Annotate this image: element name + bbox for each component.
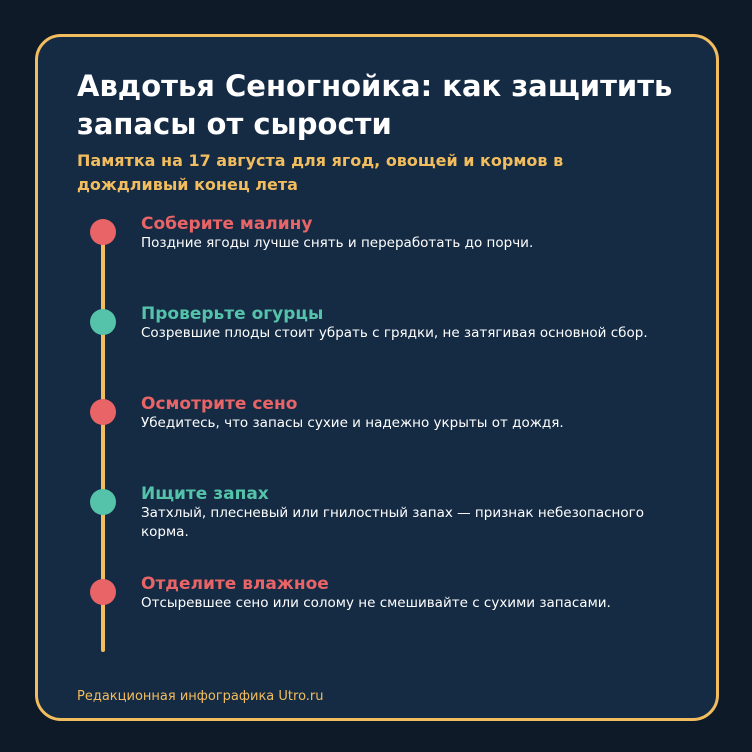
timeline-dot xyxy=(90,489,116,515)
page-title: Авдотья Сеногнойка: как защитить запасы от сырости xyxy=(77,69,673,141)
step-title: Ищите запах xyxy=(141,484,269,504)
step-title: Отделите влажное xyxy=(141,574,329,594)
timeline-dot xyxy=(90,579,116,605)
step-title: Осмотрите сено xyxy=(141,394,298,414)
infographic-card xyxy=(35,34,719,721)
page-subtitle: Памятка на 17 августа для ягод, овощей и кормов в дождливый конец лета xyxy=(77,151,564,194)
footer-credit: Редакционная инфографика Utro.ru xyxy=(77,689,324,704)
step-text: Затхлый, плесневый или гнилостный запах — признак небезопасного корма. xyxy=(141,505,644,540)
step-title: Соберите малину xyxy=(141,214,313,234)
step-text: Убедитесь, что запасы сухие и надежно укрыты от дождя. xyxy=(141,415,564,431)
timeline-dot xyxy=(90,219,116,245)
step-title: Проверьте огурцы xyxy=(141,304,324,324)
step-text: Поздние ягоды лучше снять и переработать до порчи. xyxy=(141,235,534,251)
step-text: Созревшие плоды стоит убрать с грядки, не затягивая основной сбор. xyxy=(141,325,648,341)
step-text: Отсыревшее сено или солому не смешивайте с сухими запасами. xyxy=(141,595,611,611)
timeline-dot xyxy=(90,309,116,335)
timeline-dot xyxy=(90,399,116,425)
